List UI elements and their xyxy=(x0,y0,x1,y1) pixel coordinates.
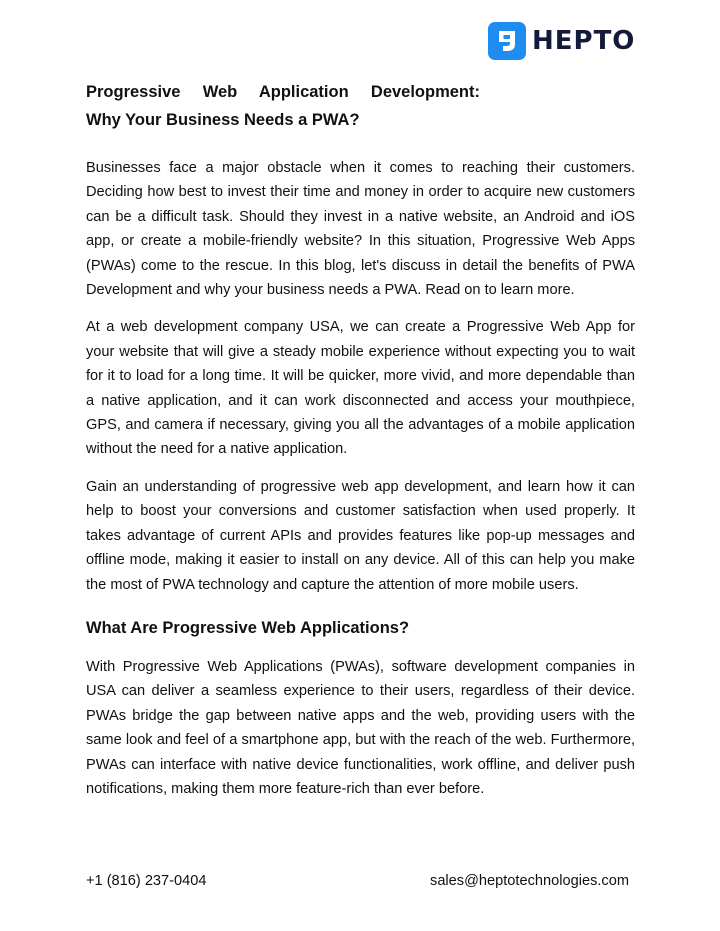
body-paragraph-2: At a web development company USA, we can create a Progressive Web App for your website that will give a steady mobile experience without expecting you to wait for it to load for a long time. It will be quicker, more vivid, and more dependable than a native application, and it can work disconnected and access your mouthpiece, GPS, and camera if necessary, giving you all the advantages of a mobile application without the need for a native application. xyxy=(86,319,635,458)
intro-paragraph: Businesses face a major obstacle when it comes to reaching their customers. Deciding how best to invest their time and money in order to acquire new customers can be a difficult task. Should they invest in a native website, an Android and iOS app, or create a mobile-friendly website? In this situation, Progressive Web Apps (PWAs) come to the rescue. In this blog, let's discuss in detail the benefits of PWA Development and why your business needs a PWA. Read on to learn more. xyxy=(86,160,635,299)
title-line-2: Why Your Business Needs a PWA? xyxy=(86,111,360,129)
section-heading: What Are Progressive Web Applications? xyxy=(86,618,410,637)
document-body xyxy=(86,78,635,801)
brand-logo xyxy=(488,22,635,60)
footer-phone: +1 (816) 237-0404 xyxy=(86,873,207,889)
body-paragraph-3: Gain an understanding of progressive web app development, and learn how it can help to boost your conversions and customer satisfaction when used properly. It takes advantage of current APIs and provides features like pop-up messages and offline mode, making it easier to install on any device. All of this can help you make the most of PWA technology and capture the attention of more mobile users. xyxy=(86,478,635,593)
title-line-1: Progressive Web Application Development: xyxy=(86,83,480,101)
section-paragraph: With Progressive Web Applications (PWAs), software development companies in USA can deliver a seamless experience to their users, regardless of their device. PWAs bridge the gap between native apps and the web, providing users with the same look and feel of a smartphone app, but with the reach of the web. Furthermore, PWAs can interface with native device functionalities, work offline, and deliver push notifications, making them more feature-rich than ever before. xyxy=(86,658,635,797)
hepto-logo-icon xyxy=(488,22,526,60)
document-title xyxy=(86,78,635,134)
logo-wordmark: HEPTO xyxy=(532,26,636,56)
page-footer xyxy=(86,871,629,891)
footer-email: sales@heptotechnologies.com xyxy=(430,873,629,889)
